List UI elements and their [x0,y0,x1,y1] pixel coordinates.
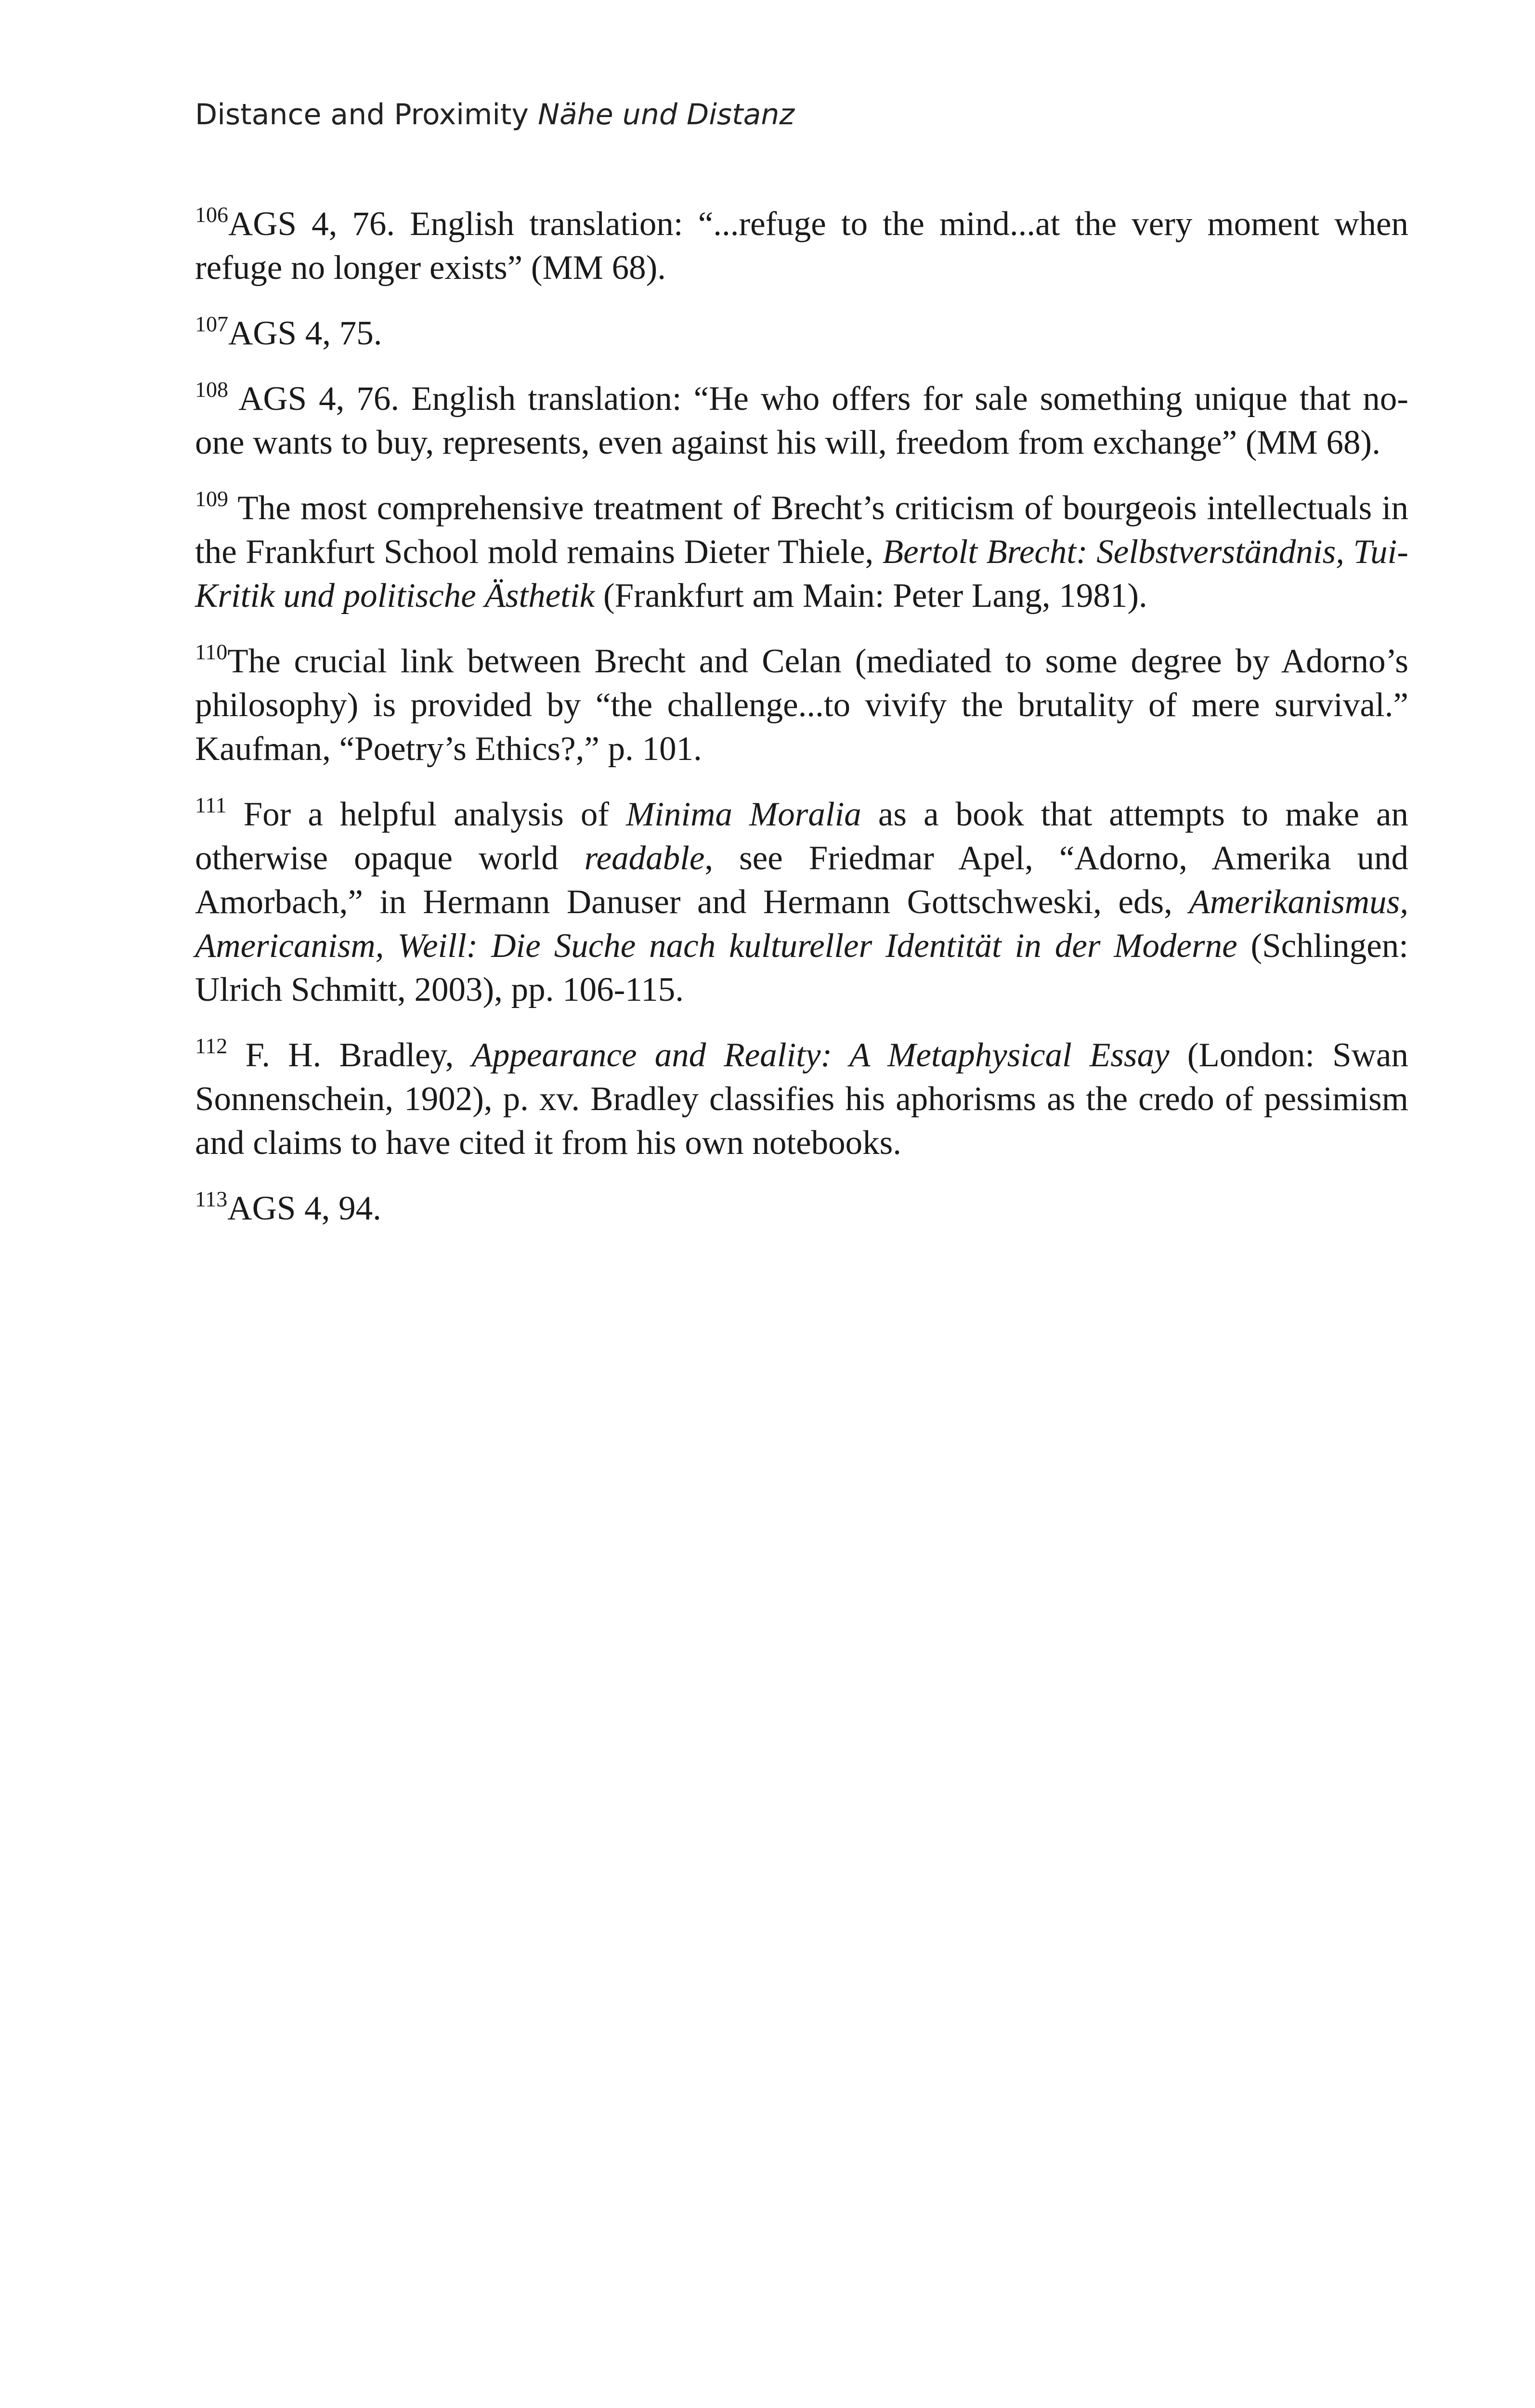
footnote-108 [195,377,1408,465]
footnote-citation-title: Bertolt Brecht: Selbstverständnis, Tui-Kritik und politische Ästhetik [195,533,1408,615]
footnote-number: 110 [195,640,228,664]
footnote-text: AGS 4, 76. English translation: “...refuge to the mind...at the very moment when refuge no longer exists” (MM 68). [195,205,1408,287]
footnote-text: The crucial link between Brecht and Celan (mediated to some degree by Adorno’s philosophy) is provided by “the challenge...to vivify the brutality of mere survival.” Kaufman, “Poetry’s Ethics?,” p. 101. [195,642,1408,768]
footnote-113 [195,1187,1408,1230]
footnote-text: (Schlingen: Ulrich Schmitt, 2003), pp. 106-115. [195,927,1408,1008]
footnote-number: 112 [195,1034,228,1058]
footnotes-list [195,202,1408,1252]
footnote-citation-title: Appearance and Reality: A Metaphysical Essay [471,1036,1170,1074]
footnote-number: 111 [195,793,227,817]
footnote-text: (Frankfurt am Main: Peter Lang, 1981). [595,577,1147,615]
footnote-text: , see Friedmar Apel, “Adorno, Amerika und Amorbach,” in Hermann Danuser and Hermann Gottschweski, eds, [195,839,1408,921]
footnote-text: For a helpful analysis of [243,796,626,833]
footnote-106 [195,202,1408,290]
footnote-text: F. H. Bradley, [245,1036,472,1074]
footnote-number: 107 [195,312,228,336]
footnote-110 [195,640,1408,771]
footnote-number: 109 [195,486,228,511]
footnote-number: 108 [195,377,228,402]
running-header-title-de: Nähe und Distanz [538,98,794,131]
footnote-number: 106 [195,202,228,227]
running-header [195,95,794,134]
footnote-111 [195,793,1408,1012]
footnote-text: The most comprehensive treatment of Brecht’s criticism of bourgeois intellectuals in the Frankfurt School mold remains Dieter Thiele, [195,489,1409,571]
footnote-emphasis: readable [584,839,705,877]
footnote-text: AGS 4, 76. English translation: “He who offers for sale something unique that no-one wants to buy, represents, even against his will, freedom from exchange” (MM 68). [195,380,1408,461]
footnote-text: as a book that attempts to make an otherwise opaque world [195,796,1409,877]
footnote-112 [195,1034,1408,1165]
footnote-text: AGS 4, 75. [228,314,382,352]
footnote-text: (London: Swan Sonnenschein, 1902), p. xv. Bradley classifies his aphorisms as the credo of pessimism and claims to have cited it from his own notebooks. [195,1036,1409,1162]
footnote-number: 113 [195,1187,228,1211]
footnote-citation-title: Minima Moralia [626,796,861,833]
footnote-107 [195,312,1408,355]
footnote-citation-title: Amerikanismus, Americanism, Weill: Die Suche nach kultureller Identität in der Moderne [195,883,1408,965]
footnote-text: AGS 4, 94. [227,1190,381,1227]
footnote-109 [195,486,1408,618]
running-header-title-en: Distance and Proximity [195,98,529,131]
